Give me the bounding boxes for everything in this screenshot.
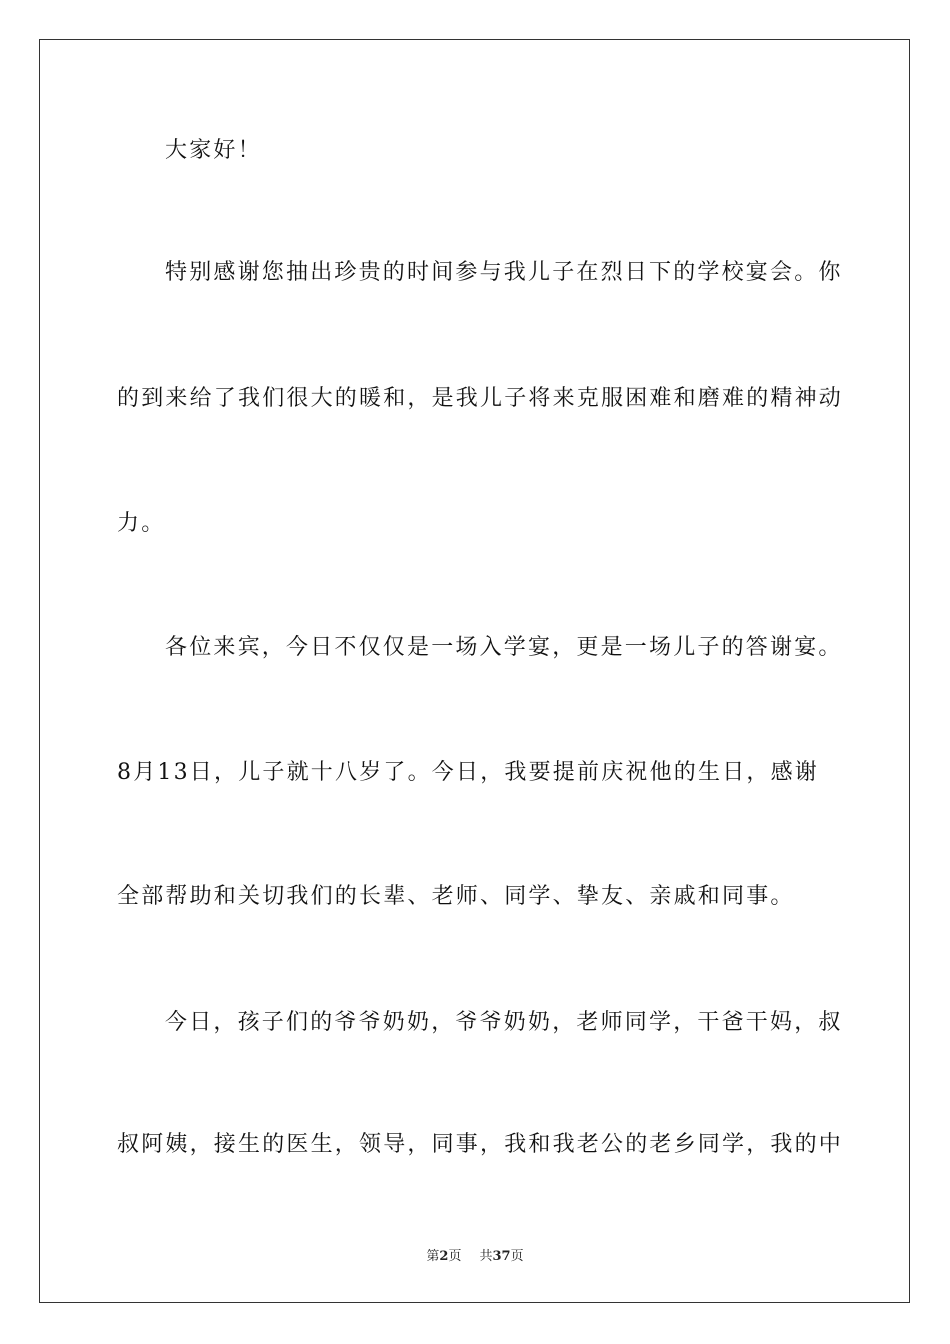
paragraph-3-line-3: 全部帮助和关切我们的长辈、老师、同学、挚友、亲戚和同事。 [117,884,795,909]
paragraph-2-line-1: 特别感谢您抽出珍贵的时间参与我儿子在烈日下的学校宴会。你 [165,260,843,285]
paragraph-4-line-2: 叔阿姨，接生的医生，领导，同事，我和我老公的老乡同学，我的中 [117,1132,844,1157]
paragraph-3-line-2: 8月13日，儿子就十八岁了。今日，我要提前庆祝他的生日，感谢 [117,760,819,785]
footer-page-suffix: 页 [448,1249,462,1264]
page-footer [0,1248,950,1266]
page-border [39,39,910,1303]
paragraph-2-line-2: 的到来给了我们很大的暖和，是我儿子将来克服困难和磨难的精神动 [117,386,844,411]
paragraph-2-line-3: 力。 [117,511,166,536]
paragraph-3-line-1: 各位来宾，今日不仅仅是一场入学宴，更是一场儿子的答谢宴。 [165,635,843,660]
footer-total-prefix: 共 [479,1249,493,1264]
paragraph-1-line-1: 大家好！ [165,138,262,163]
paragraph-4-line-1: 今日，孩子们的爷爷奶奶，爷爷奶奶，老师同学，干爸干妈，叔 [165,1010,843,1035]
footer-page-number: 2 [439,1249,449,1264]
footer-total-pages: 37 [492,1249,511,1264]
footer-page-prefix: 第 [426,1249,440,1264]
footer-total-suffix: 页 [510,1249,524,1264]
